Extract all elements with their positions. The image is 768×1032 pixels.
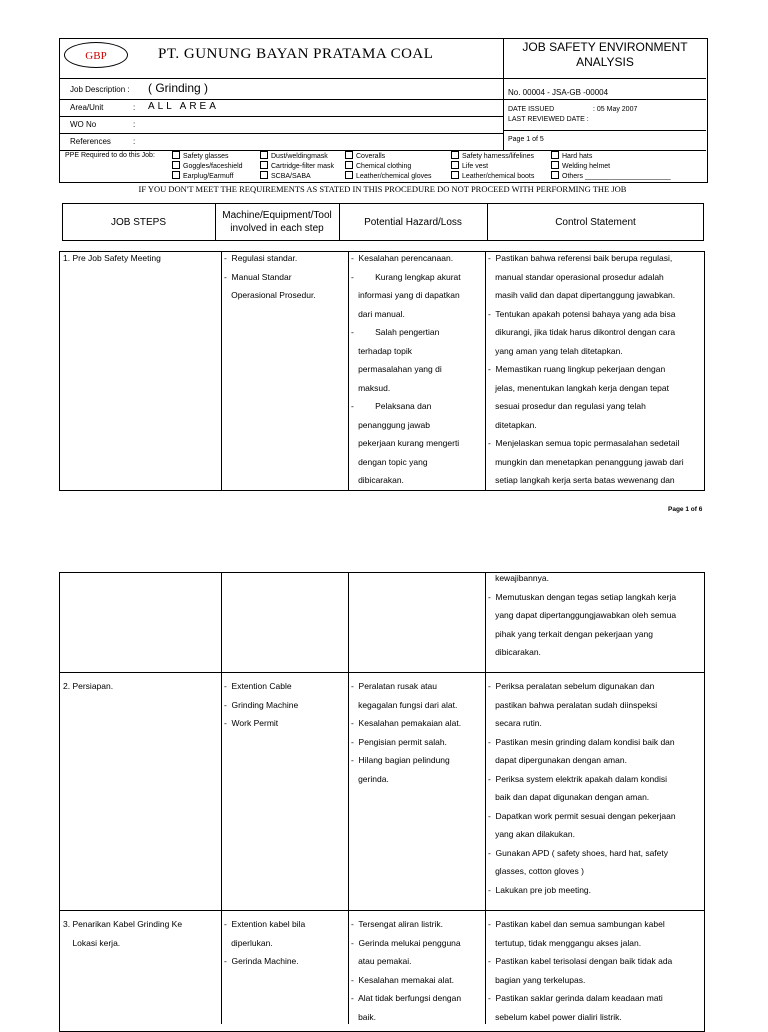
control-item: - Dapatkan work permit sesuai dengan pekerjaan (488, 810, 676, 821)
area-label: Area/Unit (70, 103, 104, 112)
hazard-cell-3 (351, 915, 461, 1026)
control-item: bagian yang terkelupas. (488, 974, 586, 985)
checkbox-icon (345, 171, 353, 179)
ppe-item: Safety glasses (172, 151, 229, 161)
machine-cell-2 (224, 677, 298, 733)
machine-item: - Gerinda Machine. (224, 956, 299, 966)
machine-item: - Work Permit (224, 718, 279, 728)
machine-item: - Manual Standar (224, 271, 292, 282)
machine-item: - Grinding Machine (224, 699, 299, 710)
control-item: secara rutin. (488, 718, 542, 728)
ppe-item: Safety harness/lifelines (451, 151, 534, 161)
checkbox-icon (345, 151, 353, 159)
company-name: PT. GUNUNG BAYAN PRATAMA COAL (158, 46, 434, 62)
hazard-cell-1 (351, 249, 461, 490)
hazard-item: - Hilang bagian pelindung (351, 755, 450, 765)
date-issued-label: DATE ISSUED (508, 106, 555, 113)
hazard-item: maksud. (351, 382, 391, 393)
control-item: sebelum kabel power dialiri listrik. (488, 1011, 622, 1022)
hazard-item: - Tersengat aliran listrik. (351, 919, 443, 929)
control-item: dikurangi, jika tidak harus dikontrol dengan cara (488, 327, 676, 337)
hazard-item: atau pemakai. (351, 956, 412, 966)
control-item: pihak yang terkait dengan pekerjaan yang (488, 628, 653, 639)
header-hazard: Potential Hazard/Loss (364, 217, 462, 228)
job-description-label: Job Description : (70, 85, 130, 94)
control-item: - Periksa peralatan sebelum digunakan dan (488, 681, 655, 691)
hazard-item: dengan topic yang (351, 456, 428, 467)
hazard-item: - Pengisian permit salah. (351, 736, 447, 747)
checkbox-icon (172, 171, 180, 179)
checkbox-icon (260, 171, 268, 179)
table-row (63, 249, 161, 268)
ppe-item: Dust/weldingmask (260, 151, 328, 161)
checkbox-icon (551, 161, 559, 169)
job-step-3-line: 3. Penarikan Kabel Grinding Ke (63, 919, 183, 929)
control-item: - Pastikan kabel dan semua sambungan kabel (488, 919, 665, 929)
ppe-item: Earplug/Earmuff (172, 171, 233, 181)
control-item: - Pastikan kabel terisolasi dengan baik tidak ada (488, 956, 673, 966)
job-description-value: ( Grinding ) (148, 81, 209, 95)
hazard-item: dibicarakan. (351, 475, 404, 485)
control-item: - Gunakan APD ( safety shoes, hard hat, safety (488, 847, 669, 858)
control-cell-1-cont (488, 569, 676, 662)
hazard-item: - Peralatan rusak atau (351, 681, 437, 691)
hazard-item: gerinda. (351, 773, 389, 784)
hazard-item: kegagalan fungsi dari alat. (351, 699, 458, 710)
job-step-3-line: Lokasi kerja. (63, 937, 121, 948)
control-item: - Tentukan apakah potensi bahaya yang ada bisa (488, 308, 676, 319)
control-item: - Memastikan ruang lingkup pekerjaan dengan (488, 364, 666, 374)
control-item: baik dan dapat digunakan dengan aman. (488, 792, 650, 802)
control-item: - Periksa system elektrik apakah dalam kondisi (488, 773, 668, 784)
ppe-label: PPE Required to do this Job: (65, 152, 155, 159)
control-item: yang akan dilakukan. (488, 829, 575, 839)
hazard-item: - Kurang lengkap akurat (351, 271, 461, 282)
machine-cell-1 (224, 249, 316, 305)
hazard-item: terhadap topik (351, 345, 412, 356)
checkbox-icon (551, 171, 559, 179)
ppe-item: Others ______________________ (551, 171, 671, 181)
checkbox-icon (345, 161, 353, 169)
control-item: masih valid dan dapat dipertanggung jawabkan. (488, 290, 676, 300)
control-item: - Pastikan saklar gerinda dalam keadaan mati (488, 993, 663, 1003)
checkbox-icon (551, 151, 559, 159)
hazard-item: informasi yang di dapatkan (351, 290, 460, 300)
ppe-item: Hard hats (551, 151, 592, 161)
checkbox-icon (172, 161, 180, 169)
control-item: - Lakukan pre job meeting. (488, 884, 592, 895)
header-control: Control Statement (555, 217, 636, 228)
checkbox-icon (451, 151, 459, 159)
control-item: pastikan bahwa peralatan sudah diinspeksi (488, 699, 658, 710)
wo-label: WO No (70, 120, 97, 129)
last-reviewed-date: LAST REVIEWED DATE : (508, 116, 589, 123)
document-title: JOB SAFETY ENVIRONMENT ANALYSIS (522, 40, 688, 69)
hazard-item: - Kesalahan memakai alat. (351, 974, 454, 985)
company-logo (64, 42, 128, 68)
page-info: Page 1 of 5 (508, 136, 544, 143)
control-item: ditetapkan. (488, 419, 537, 430)
ppe-item: Chemical clothing (345, 161, 411, 171)
control-item: yang aman yang telah ditetapkan. (488, 345, 623, 356)
document-number: No. 00004 - JSA-GB -00004 (508, 88, 609, 97)
table-row (63, 677, 113, 696)
ppe-item: SCBA/SABA (260, 171, 311, 181)
ppe-item: Leather/chemical boots (451, 171, 534, 181)
checkbox-icon (260, 151, 268, 159)
hazard-item: - Salah pengertian (351, 327, 440, 337)
references-label: References (70, 137, 111, 146)
control-item: sesuai prosedur dan regulasi yang telah (488, 401, 646, 411)
area-colon: : (133, 103, 136, 112)
hazard-cell-2 (351, 677, 461, 788)
machine-item: diperlukan. (224, 937, 273, 948)
control-item: - Pastikan bahwa referensi baik berupa regulasi, (488, 253, 673, 263)
job-step-1: 1. Pre Job Safety Meeting (63, 253, 161, 263)
hazard-item: - Kesalahan pemakaian alat. (351, 718, 462, 728)
control-item: tertutup, tidak menggangu akses jalan. (488, 937, 642, 948)
control-item: dibicarakan. (488, 647, 541, 657)
control-item: mungkin dan menetapkan penanggung jawab dari (488, 456, 684, 467)
wo-colon: : (133, 120, 136, 129)
machine-cell-3 (224, 915, 305, 971)
machine-item: - Regulasi standar. (224, 253, 298, 263)
area-value: ALL AREA (148, 101, 219, 112)
ppe-item: Coveralls (345, 151, 385, 161)
machine-item: - Extention Cable (224, 681, 292, 691)
checkbox-icon (451, 161, 459, 169)
hazard-item: baik. (351, 1011, 377, 1022)
checkbox-icon (451, 171, 459, 179)
page-footer: Page 1 of 6 (668, 506, 703, 513)
header-machine: Machine/Equipment/Tool involved in each step (222, 210, 332, 234)
control-item: - Memutuskan dengan tegas setiap langkah kerja (488, 591, 677, 602)
ppe-item: Cartridge-filter mask (260, 161, 334, 171)
control-item: - Menjelaskan semua topic permasalahan sedetail (488, 438, 680, 448)
control-item: jelas, menentukan langkah kerja dengan tepat (488, 382, 669, 393)
machine-item: - Extention kabel bila (224, 919, 306, 929)
warning-statement: IF YOU DON'T MEET THE REQUIREMENTS AS STATED IN THIS PROCEDURE DO NOT PROCEED WITH PERFORMING THE JOB (138, 184, 627, 194)
job-step-2: 2. Persiapan. (63, 681, 114, 691)
ppe-item: Life vest (451, 161, 488, 171)
control-item: dapat dipergunakan dengan aman. (488, 755, 627, 765)
table-row (63, 915, 182, 952)
hazard-item: permasalahan yang di (351, 364, 442, 374)
control-item: glasses, cotton gloves ) (488, 866, 584, 876)
control-item: yang dapat dipertanggungjawabkan oleh semua (488, 610, 677, 620)
hazard-item: dari manual. (351, 308, 405, 319)
header-job-steps: JOB STEPS (110, 217, 166, 228)
control-item: kewajibannya. (488, 573, 549, 583)
ppe-item: Welding helmet (551, 161, 610, 171)
control-item: - Pastikan mesin grinding dalam kondisi baik dan (488, 736, 675, 747)
logo-text: GBP (85, 50, 107, 62)
control-cell-2 (488, 677, 676, 899)
checkbox-icon (172, 151, 180, 159)
control-cell-3 (488, 915, 672, 1026)
control-cell-1 (488, 249, 684, 490)
hazard-item: - Gerinda melukai pengguna (351, 937, 461, 948)
hazard-item: - Alat tidak berfungsi dengan (351, 993, 462, 1003)
control-item: manual standar operasional prosedur adalah (488, 271, 664, 282)
ppe-item: Goggles/faceshield (172, 161, 243, 171)
hazard-item: pekerjaan kurang mengerti (351, 438, 460, 448)
checkbox-icon (260, 161, 268, 169)
control-item: setiap langkah kerja serta batas wewenang dan (488, 475, 675, 485)
hazard-item: - Kesalahan perencanaan. (351, 253, 454, 263)
references-colon: : (133, 137, 136, 146)
machine-item: Operasional Prosedur. (224, 290, 316, 300)
hazard-item: - Pelaksana dan (351, 401, 432, 411)
ppe-item: Leather/chemical gloves (345, 171, 432, 181)
date-issued-value: : 05 May 2007 (593, 106, 638, 113)
hazard-item: penanggung jawab (351, 419, 430, 430)
